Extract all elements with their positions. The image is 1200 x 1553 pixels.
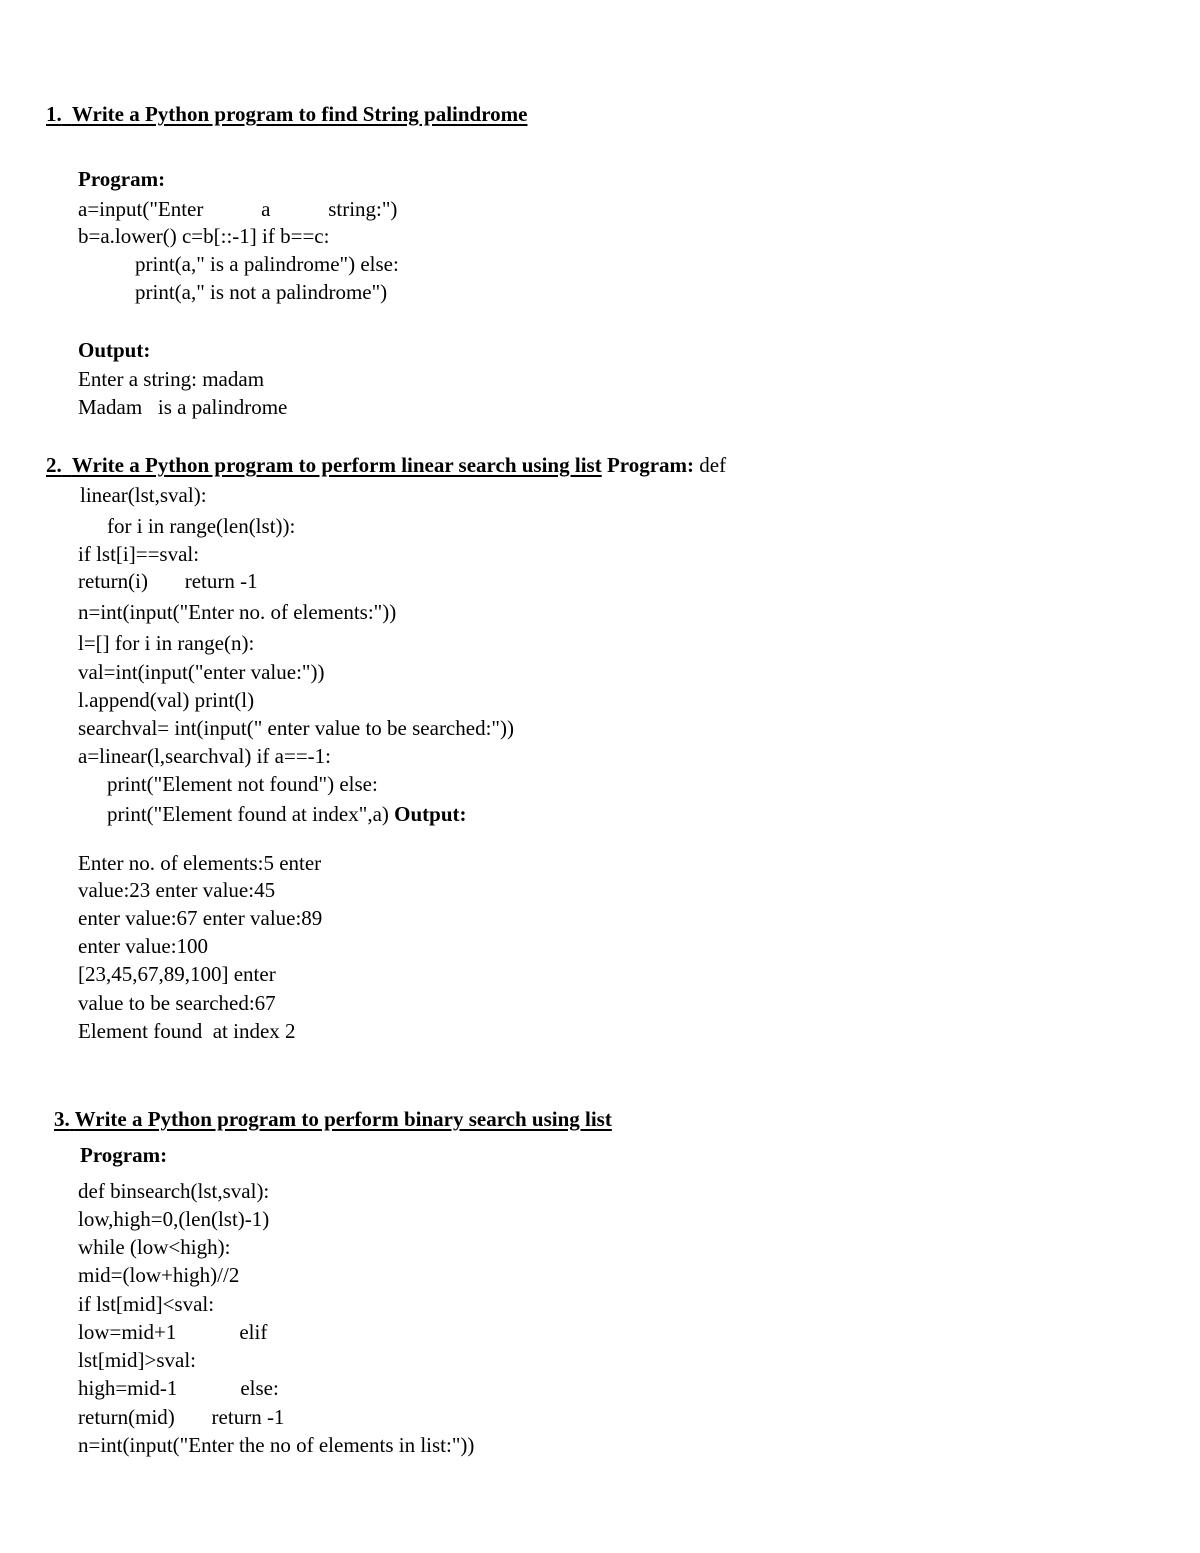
output-line: value to be searched:67 (78, 991, 276, 1015)
output-line: enter value:67 enter value:89 (78, 906, 323, 930)
code-line: return(mid) return -1 (78, 1405, 285, 1429)
code-line: print("Element found at index",a) (107, 802, 389, 826)
code-line: l.append(val) print(l) (78, 688, 255, 712)
output-line: [23,45,67,89,100] enter (78, 962, 276, 986)
section-3-heading (54, 1106, 612, 1132)
code-line: for i in range(len(lst)): (107, 514, 296, 538)
code-line: print("Element not found") else: (107, 772, 378, 796)
code-line: low=mid+1 elif (78, 1320, 268, 1344)
code-inline: def (694, 453, 727, 477)
code-line: print(a," is not a palindrome") (135, 280, 388, 304)
section-1-output-label: Output: (78, 338, 151, 362)
code-line: searchval= int(input(" enter value to be searched:")) (78, 716, 514, 740)
code-line: print(a," is a palindrome") else: (135, 252, 399, 276)
section-3-number: 3. (54, 1107, 70, 1131)
section-2-title: Write a Python program to perform linear search using list (71, 453, 602, 477)
section-3-program-label: Program: (80, 1143, 168, 1167)
code-line: a=input("Enter a string:") (78, 197, 398, 221)
section-2-heading (46, 452, 726, 478)
output-line: Enter no. of elements:5 enter (78, 851, 322, 875)
section-2-number: 2. (46, 453, 62, 477)
output-line: Enter a string: madam (78, 367, 265, 391)
code-line: b=a.lower() c=b[::-1] if b==c: (78, 224, 330, 248)
section-2-program-label: Program: (606, 453, 695, 477)
code-line: while (low<high): (78, 1235, 231, 1259)
code-line: linear(lst,sval): (80, 483, 207, 507)
code-line: def binsearch(lst,sval): (78, 1179, 270, 1203)
section-1-title: Write a Python program to find String palindrome (71, 102, 528, 126)
output-line: Element found at index 2 (78, 1019, 296, 1043)
section-2-output-label: Output: (394, 802, 467, 826)
code-line: low,high=0,(len(lst)-1) (78, 1207, 270, 1231)
code-line: lst[mid]>sval: (78, 1348, 197, 1372)
code-line: return(i) return -1 (78, 569, 258, 593)
code-line: n=int(input("Enter the no of elements in list:")) (78, 1433, 475, 1457)
section-1-heading (46, 101, 527, 127)
code-line: val=int(input("enter value:")) (78, 660, 325, 684)
section-1-program-label: Program: (78, 167, 166, 191)
output-line: enter value:100 (78, 934, 209, 958)
output-line: Madam is a palindrome (78, 395, 288, 419)
code-line: l=[] for i in range(n): (78, 631, 255, 655)
output-line: value:23 enter value:45 (78, 878, 276, 902)
section-3-title: Write a Python program to perform binary search using list (74, 1107, 612, 1131)
code-line: n=int(input("Enter no. of elements:")) (78, 600, 397, 624)
section-1-number: 1. (46, 102, 62, 126)
code-line: a=linear(l,searchval) if a==-1: (78, 744, 331, 768)
code-line: if lst[mid]<sval: (78, 1292, 215, 1316)
code-line: high=mid-1 else: (78, 1376, 279, 1400)
code-line-with-output-label (107, 801, 467, 827)
code-line: if lst[i]==sval: (78, 542, 200, 566)
code-line: mid=(low+high)//2 (78, 1263, 240, 1287)
